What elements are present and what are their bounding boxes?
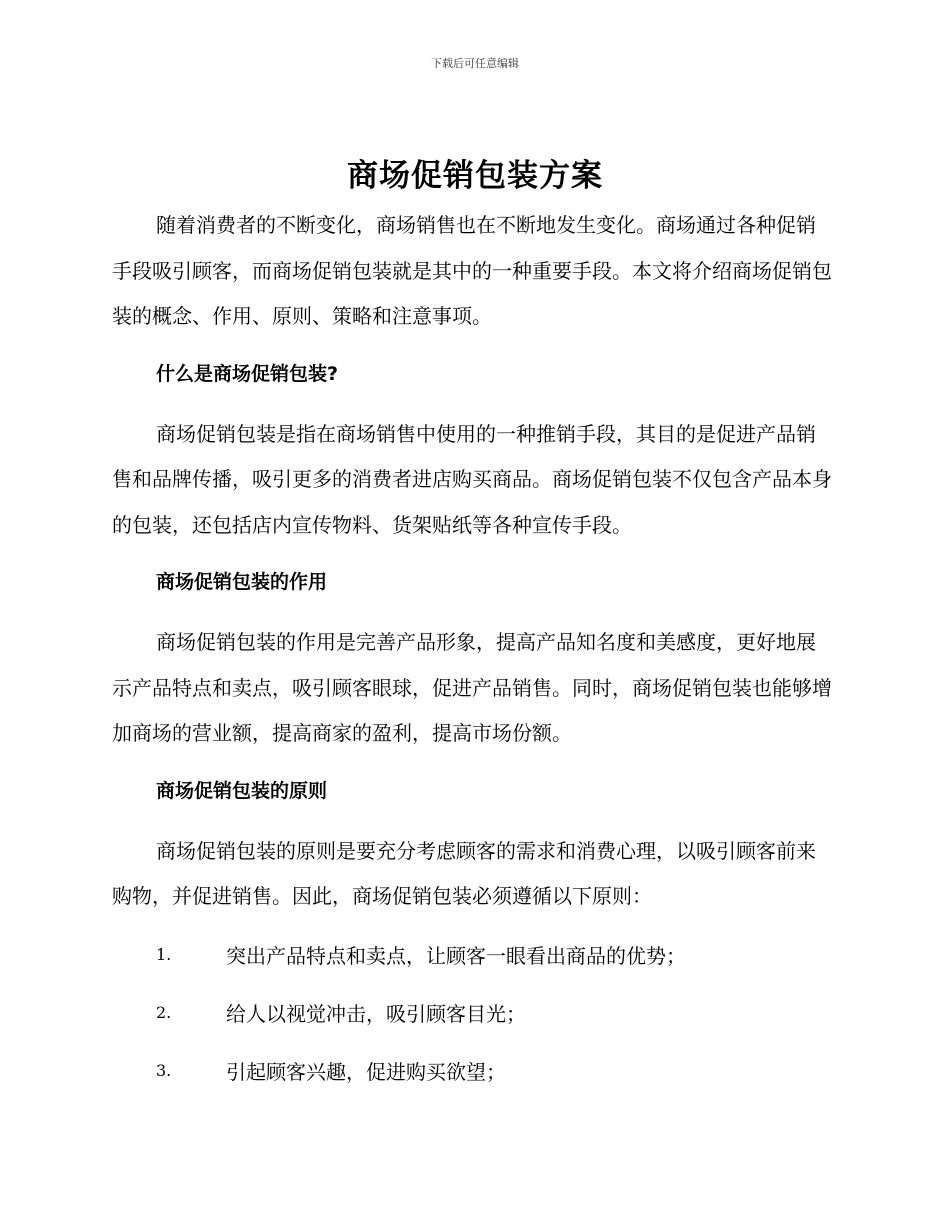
- list-item: [112, 984, 832, 1042]
- section-body-what: 商场促销包装是指在商场销售中使用的一种推销手段，其目的是促进产品销售和品牌传播，吸引更多的消费者进店购买商品。商场促销包装不仅包含产品本身的包装，还包括店内宣传物料、货架贴纸等各种宣传手段。: [112, 421, 832, 537]
- section-heading-what: 什么是商场促销包装?: [156, 362, 339, 385]
- section-heading-role: 商场促销包装的作用: [156, 571, 328, 593]
- list-item: [112, 1042, 832, 1100]
- list-item: [112, 926, 832, 984]
- list-item-text: 突出产品特点和卖点，让顾客一眼看出商品的优势；: [226, 944, 686, 968]
- list-item-text: 引起顾客兴趣，促进购买欲望；: [226, 1060, 506, 1084]
- page-header-note: 下载后可任意编辑: [431, 57, 519, 70]
- document-title: 商场促销包装方案: [347, 158, 603, 194]
- principles-list: [112, 926, 832, 1100]
- list-item-number: 3.: [156, 1061, 172, 1080]
- section-heading-principles: 商场促销包装的原则: [156, 779, 328, 802]
- list-item-number: 2.: [156, 1003, 172, 1022]
- document-body: [112, 203, 832, 1100]
- list-item-text: 给人以视觉冲击，吸引顾客目光；: [226, 1002, 526, 1026]
- section-body-principles: 商场促销包装的原则是要充分考虑顾客的需求和消费心理，以吸引顾客前来购物，并促进销售。因此，商场促销包装必须遵循以下原则：: [112, 838, 816, 908]
- section-body-role: 商场促销包装的作用是完善产品形象，提高产品知名度和美感度，更好地展示产品特点和卖点，吸引顾客眼球，促进产品销售。同时，商场促销包装也能够增加商场的营业额，提高商家的盈利，提高市场份额。: [112, 630, 832, 745]
- intro-paragraph: 随着消费者的不断变化，商场销售也在不断地发生变化。商场通过各种促销手段吸引顾客，而商场促销包装就是其中的一种重要手段。本文将介绍商场促销包装的概念、作用、原则、策略和注意事项。: [112, 213, 832, 328]
- list-item-number: 1.: [156, 945, 172, 964]
